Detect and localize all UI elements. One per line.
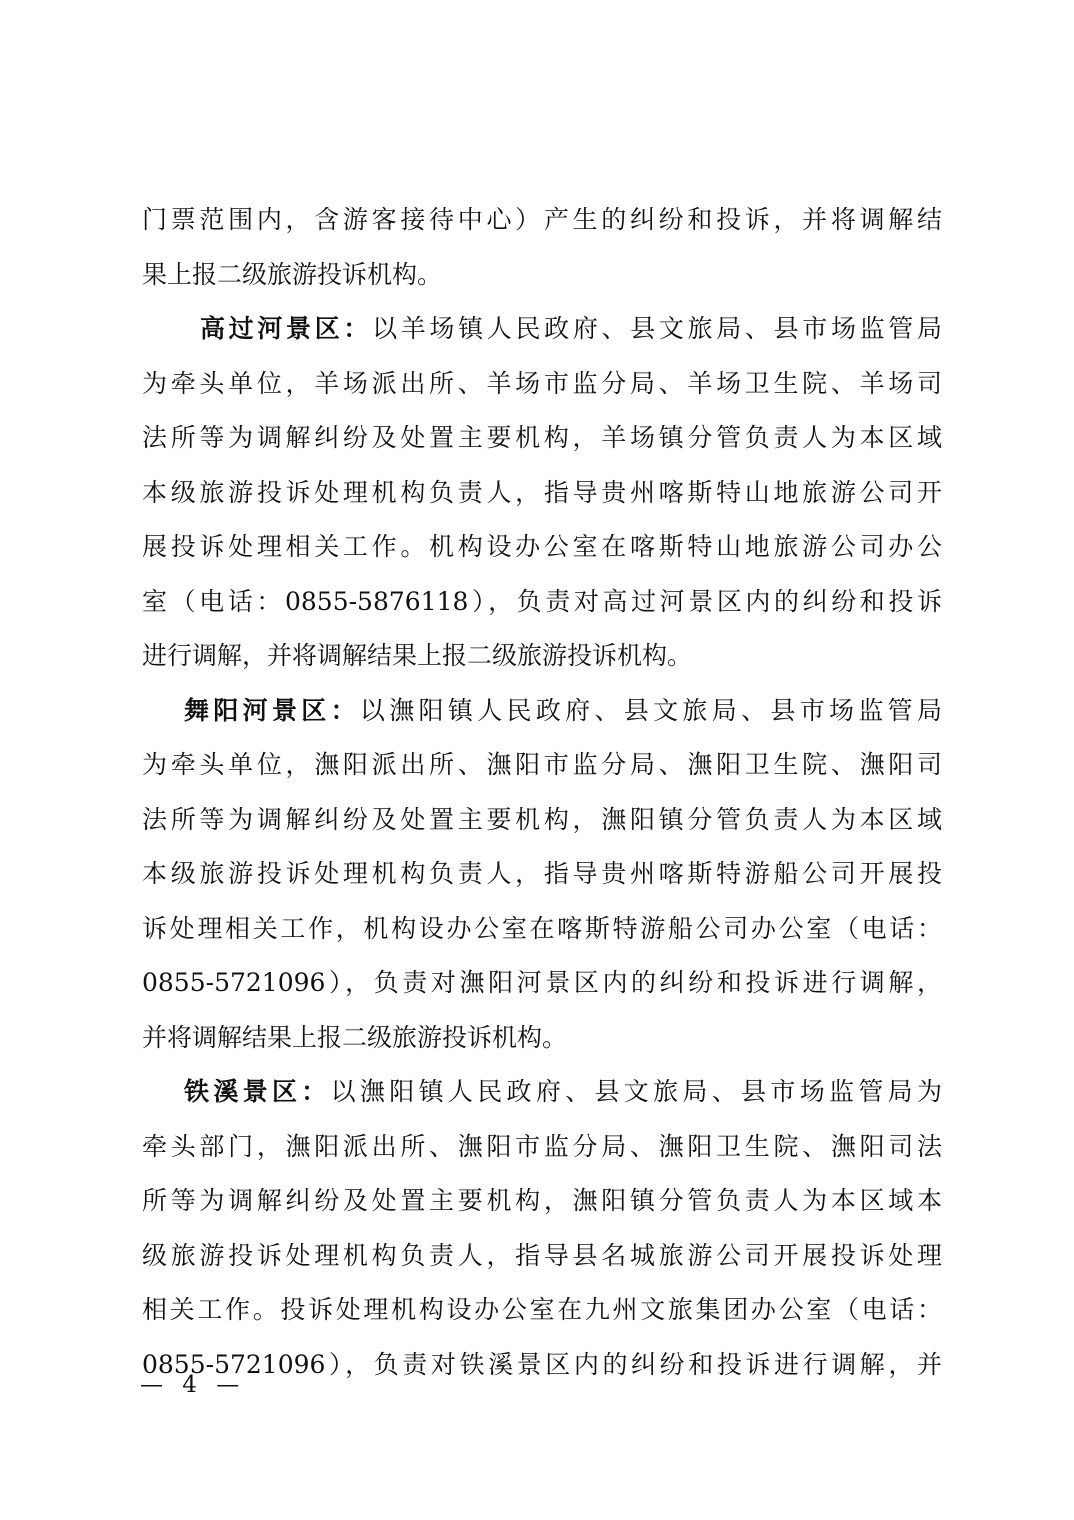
text-line: 级旅游投诉处理机构负责人，指导县名城旅游公司开展投诉处理	[142, 1240, 942, 1270]
text-line: 室（电话：0855-5876118），负责对高过河景区内的纠纷和投诉	[142, 586, 942, 616]
text-line: 展投诉处理相关工作。机构设办公室在喀斯特山地旅游公司办公	[142, 532, 942, 561]
paragraph-wuyanghe	[142, 684, 942, 1066]
body-text	[142, 193, 942, 1392]
text-line	[142, 1065, 942, 1120]
text-line	[142, 684, 942, 739]
text-line: 相关工作。投诉处理机构设办公室在九州文旅集团办公室（电话：	[142, 1295, 942, 1324]
page-number: — 4 —	[140, 1372, 246, 1398]
text-line: 牵头部门，潕阳派出所、潕阳市监分局、潕阳卫生院、潕阳司法	[142, 1131, 942, 1161]
section-heading: 舞阳河景区：	[184, 695, 360, 725]
section-heading: 铁溪景区：	[184, 1077, 331, 1106]
paragraph-continuation	[142, 193, 942, 302]
text-line: 门票范围内，含游客接待中心）产生的纠纷和投诉，并将调解结	[142, 205, 942, 234]
text-line: 本级旅游投诉处理机构负责人，指导贵州喀斯特山地旅游公司开	[142, 477, 942, 507]
text-run: 以羊场镇人民政府、县文旅局、县市场监管局	[372, 314, 942, 343]
text-line: 0855-5721096），负责对潕阳河景区内的纠纷和投诉进行调解，	[142, 968, 942, 997]
text-line: 诉处理相关工作，机构设办公室在喀斯特游船公司办公室（电话：	[142, 913, 942, 943]
text-line: 法所等为调解纠纷及处置主要机构，潕阳镇分管负责人为本区域	[142, 804, 942, 834]
text-run: 以潕阳镇人民政府、县文旅局、县市场监管局	[359, 695, 942, 725]
text-line: 为牵头单位，羊场派出所、羊场市监分局、羊场卫生院、羊场司	[142, 368, 942, 398]
text-line: 所等为调解纠纷及处置主要机构，潕阳镇分管负责人为本区域本	[142, 1186, 942, 1215]
text-run: 以潕阳镇人民政府、县文旅局、县市场监管局为	[330, 1077, 942, 1106]
text-line: 进行调解，并将调解结果上报二级旅游投诉机构。	[142, 641, 693, 670]
paragraph-tiexi	[142, 1065, 942, 1392]
text-line: 并将调解结果上报二级旅游投诉机构。	[142, 1022, 568, 1052]
section-heading: 高过河景区：	[200, 314, 373, 343]
text-line: 果上报二级旅游投诉机构。	[142, 259, 443, 289]
paragraph-gaoguohe	[142, 302, 942, 684]
text-line	[142, 302, 942, 357]
text-line: 法所等为调解纠纷及处置主要机构，羊场镇分管负责人为本区域	[142, 423, 942, 452]
text-line: 为牵头单位，潕阳派出所、潕阳市监分局、潕阳卫生院、潕阳司	[142, 750, 942, 779]
text-line: 0855-5721096），负责对铁溪景区内的纠纷和投诉进行调解，并	[142, 1349, 942, 1379]
text-line: 本级旅游投诉处理机构负责人，指导贵州喀斯特游船公司开展投	[142, 859, 942, 888]
